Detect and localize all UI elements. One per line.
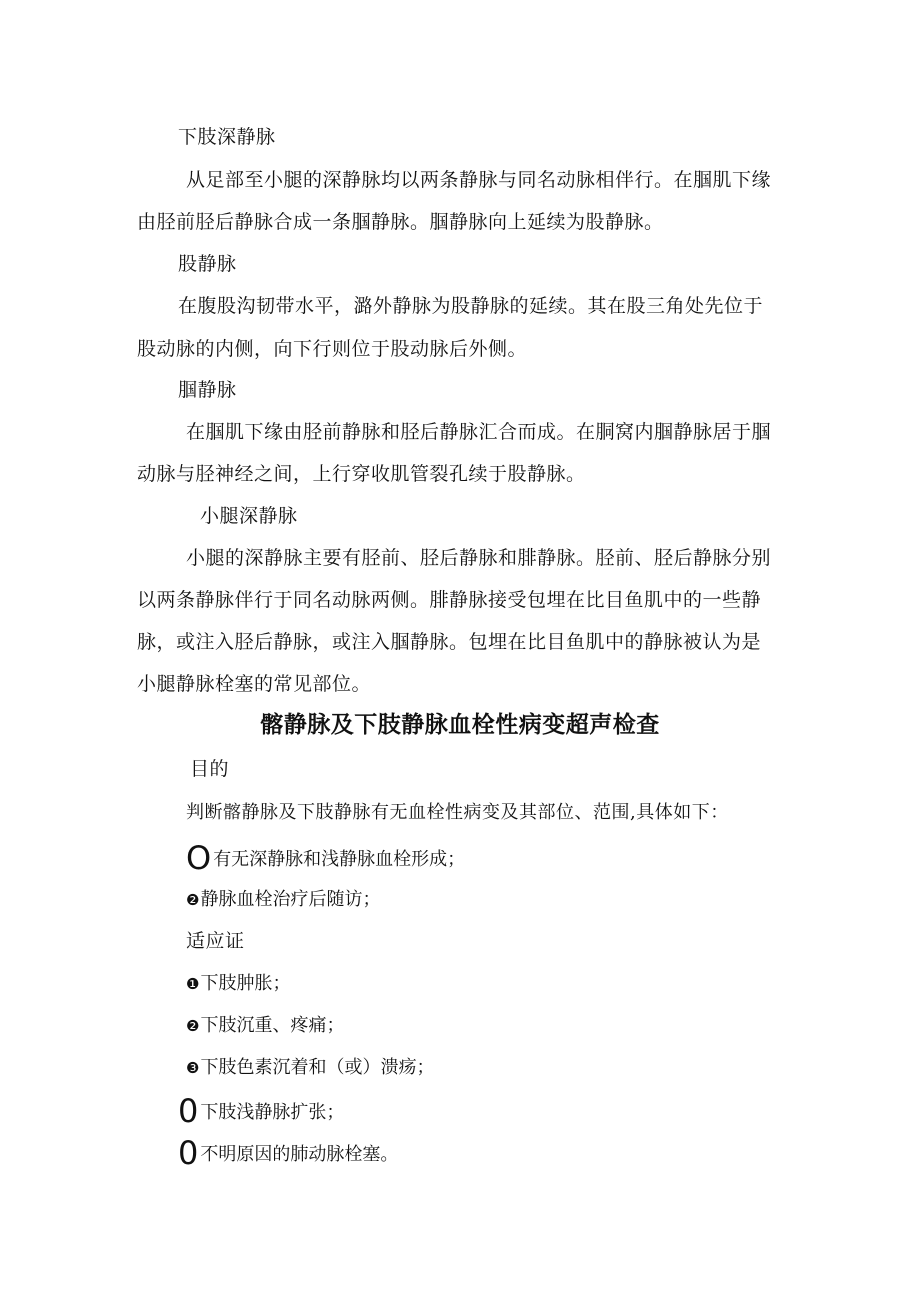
paragraph-line: 股动脉的内侧，向下行则位于股动脉后外侧。 bbox=[137, 338, 528, 360]
list-item bbox=[186, 1055, 434, 1081]
list-item bbox=[186, 839, 466, 877]
list-item-text: 有无深静脉和浅静脉血栓形成； bbox=[213, 849, 466, 870]
list-item-text: 下肢浅静脉扩张； bbox=[200, 1102, 345, 1123]
paragraph-line: 在腘肌下缘由胫前静脉和胫后静脉汇合而成。在胴窝内腘静脉居于腘 bbox=[186, 421, 772, 443]
page-title: 髂静脉及下肢静脉血栓性病变超声检查 bbox=[260, 712, 660, 738]
list-item bbox=[186, 887, 380, 913]
paragraph-line: 在腹股沟韧带水平，潞外静脉为股静脉的延续。其在股三角处先位于 bbox=[178, 295, 764, 317]
list-item bbox=[186, 971, 290, 997]
paragraph-line: 由胫前胫后静脉合成一条腘静脉。腘静脉向上延续为股静脉。 bbox=[137, 211, 664, 233]
section-heading-popliteal-vein: 腘静脉 bbox=[178, 379, 237, 401]
paragraph-line: 小腿的深静脉主要有胫前、胫后静脉和腓静脉。胫前、胫后静脉分别 bbox=[186, 547, 772, 569]
list-marker: ❸ bbox=[186, 1059, 200, 1077]
section-heading-femoral-vein: 股静脉 bbox=[178, 253, 237, 275]
paragraph-line: 脉，或注入胫后静脉，或注入腘静脉。包埋在比目鱼肌中的静脉被认为是 bbox=[137, 631, 762, 653]
list-item bbox=[178, 1134, 399, 1172]
section-heading-calf-deep-veins: 小腿深静脉 bbox=[200, 505, 298, 527]
list-item bbox=[178, 1092, 345, 1130]
paragraph-line: 动脉与胫神经之间，上行穿收肌管裂孔续于股静脉。 bbox=[137, 463, 586, 485]
list-item-text: 不明原因的肺动脉栓塞。 bbox=[200, 1144, 399, 1165]
paragraph-line: 从足部至小腿的深静脉均以两条静脉与同名动脉相伴行。在腘肌下缘 bbox=[186, 169, 772, 191]
list-marker: 0 bbox=[178, 1134, 199, 1172]
paragraph-line: 以两条静脉伴行于同名动脉两侧。腓静脉接受包埋在比目鱼肌中的一些静 bbox=[137, 589, 762, 611]
paragraph-line: 小腿静脉栓塞的常见部位。 bbox=[137, 673, 372, 695]
list-item-text: 下肢肿胀； bbox=[200, 973, 291, 994]
section-heading-indications: 适应证 bbox=[186, 930, 245, 952]
section-heading-deep-veins: 下肢深静脉 bbox=[178, 126, 276, 148]
list-item-text: 下肢沉重、疼痛； bbox=[200, 1015, 345, 1036]
purpose-intro: 判断髂静脉及下肢静脉有无血栓性病变及其部位、范围,具体如下： bbox=[186, 802, 729, 823]
list-marker: 0 bbox=[178, 1092, 199, 1130]
list-marker: ❷ bbox=[186, 891, 200, 909]
list-marker: ❷ bbox=[186, 1017, 200, 1035]
list-item-text: 静脉血栓治疗后随访； bbox=[200, 889, 381, 910]
list-item bbox=[186, 1013, 344, 1039]
list-marker: O bbox=[186, 839, 212, 877]
list-marker: ❶ bbox=[186, 975, 200, 993]
section-heading-purpose: 目的 bbox=[190, 758, 230, 780]
list-item-text: 下肢色素沉着和（或）溃疡； bbox=[200, 1057, 435, 1078]
